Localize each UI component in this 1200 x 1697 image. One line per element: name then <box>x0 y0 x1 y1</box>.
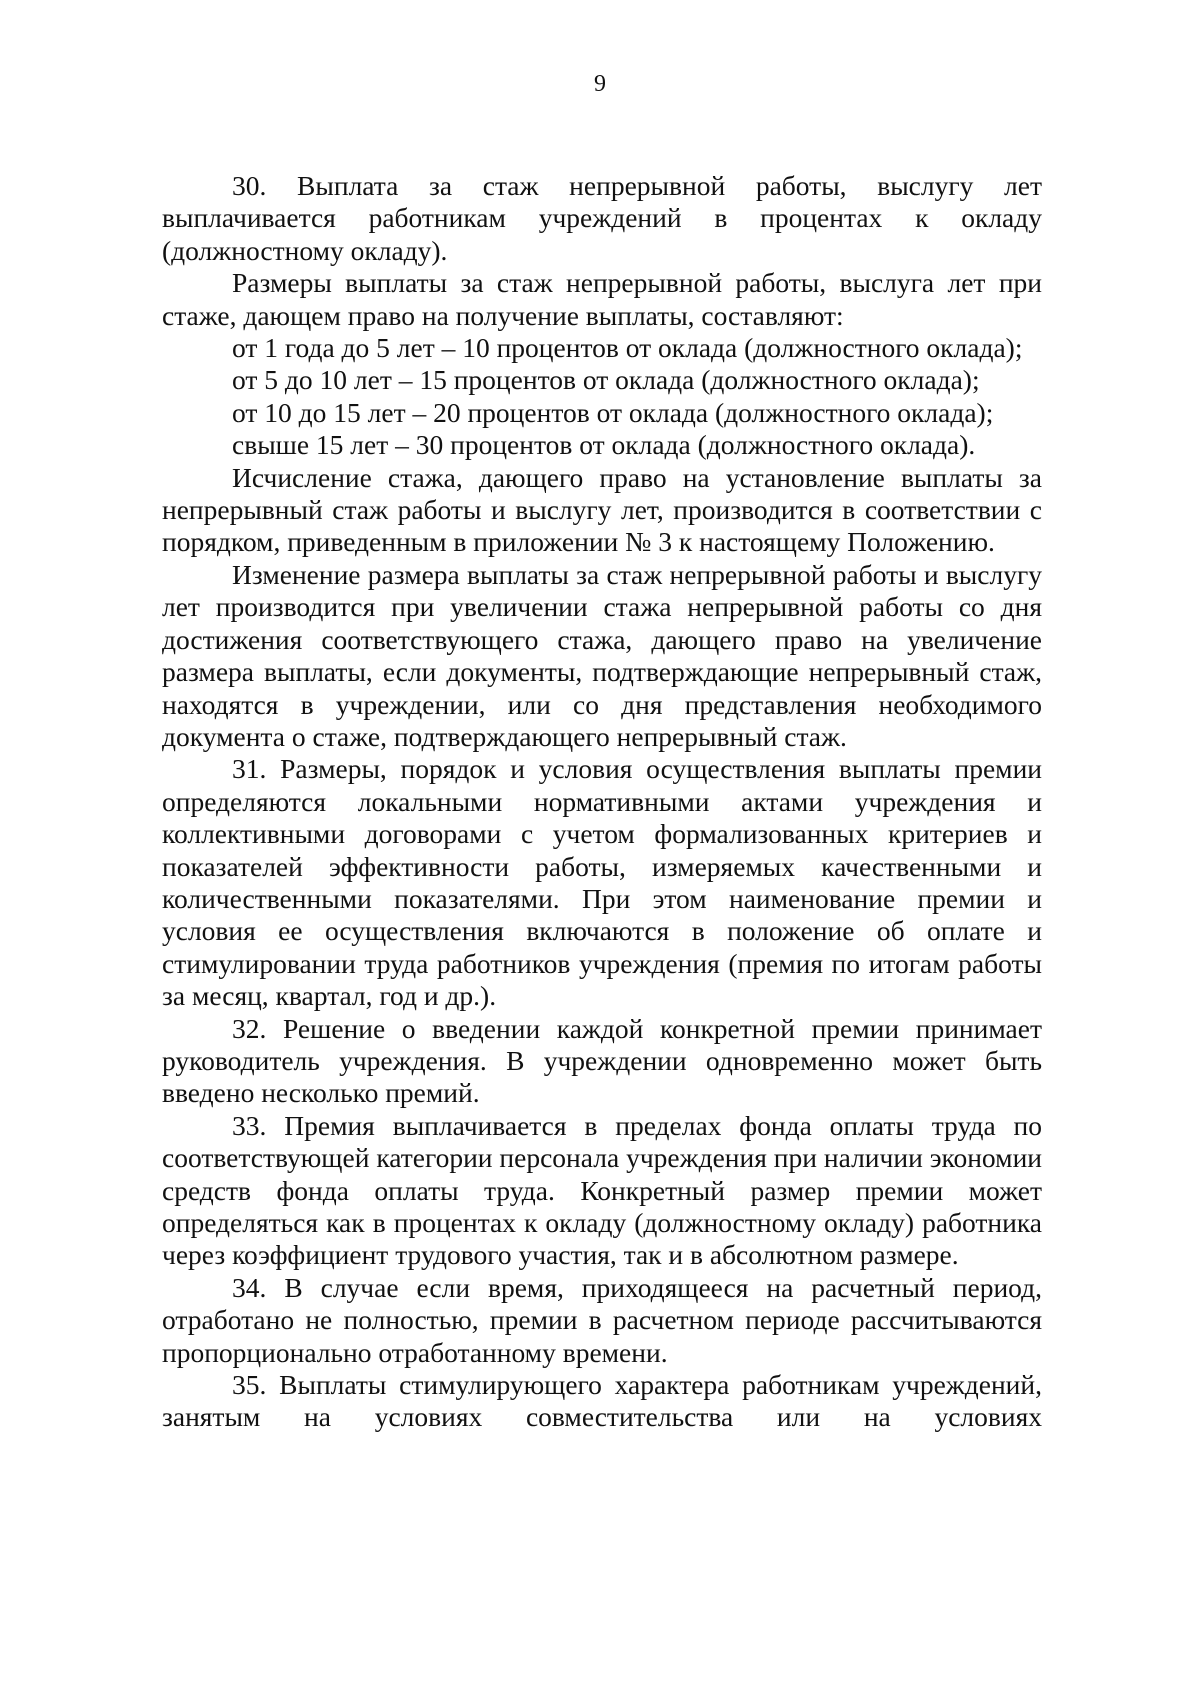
paragraph-sizes-intro: Размеры выплаты за стаж непрерывной работы, выслуга лет при стаже, дающем право на получение выплаты, составляют: <box>162 267 1042 331</box>
paragraph-tier-4: свыше 15 лет – 30 процентов от оклада (должностного оклада). <box>232 429 976 461</box>
paragraph-33: 33. Премия выплачивается в пределах фонда оплаты труда по соответствующей категории персонала учреждения при наличии экономии средств фонда оплаты труда. Конкретный размер премии может определяться как в процентах к окладу (должностному окладу) работника через коэффициент трудового участия, так и в абсолютном размере. <box>162 1109 1042 1271</box>
paragraph-31: 31. Размеры, порядок и условия осуществления выплаты премии определяются локальными нормативными актами учреждения и коллективными договорами с учетом формализованных критериев и показателей эффективности работы, измеряемых качественными и количественными показателями. При этом наименование премии и условия ее осуществления включаются в положение об оплате и стимулировании труда работников учреждения (премия по итогам работы за месяц, квартал, год и др.). <box>162 753 1042 1012</box>
paragraph-tier-1: от 1 года до 5 лет – 10 процентов от оклада (должностного оклада); <box>232 332 1023 364</box>
paragraph-30: 30. Выплата за стаж непрерывной работы, выслугу лет выплачивается работникам учреждений в процентах к окладу (должностному окладу). <box>162 170 1042 266</box>
paragraph-tier-3: от 10 до 15 лет – 20 процентов от оклада (должностного оклада); <box>232 396 994 428</box>
page-number: 9 <box>594 71 606 97</box>
paragraph-calculation: Исчисление стажа, дающего право на установление выплаты за непрерывный стаж работы и выслугу лет, производится в соответствии с порядком, приведенным в приложении № 3 к настоящему Положению. <box>162 461 1042 558</box>
paragraph-tier-2: от 5 до 10 лет – 15 процентов от оклада (должностного оклада); <box>232 364 980 396</box>
document-body <box>162 170 1042 1434</box>
paragraph-34: 34. В случае если время, приходящееся на расчетный период, отработано не полностью, премии в расчетном периоде рассчитываются пропорционально отработанному времени. <box>162 1271 1042 1368</box>
paragraph-change: Изменение размера выплаты за стаж непрерывной работы и выслугу лет производится при увеличении стажа непрерывной работы со дня достижения соответствующего стажа, дающего право на увеличение размера выплаты, если документы, подтверждающие непрерывный стаж, находятся в учреждении, или со дня представления необходимого документа о стаже, подтверждающего непрерывный стаж. <box>162 558 1042 752</box>
paragraph-32: 32. Решение о введении каждой конкретной премии принимает руководитель учреждения. В учреждении одновременно может быть введено несколько премий. <box>162 1012 1042 1109</box>
paragraph-35: 35. Выплаты стимулирующего характера работникам учреждений, занятым на условиях совместительства или на условиях <box>162 1369 1042 1433</box>
